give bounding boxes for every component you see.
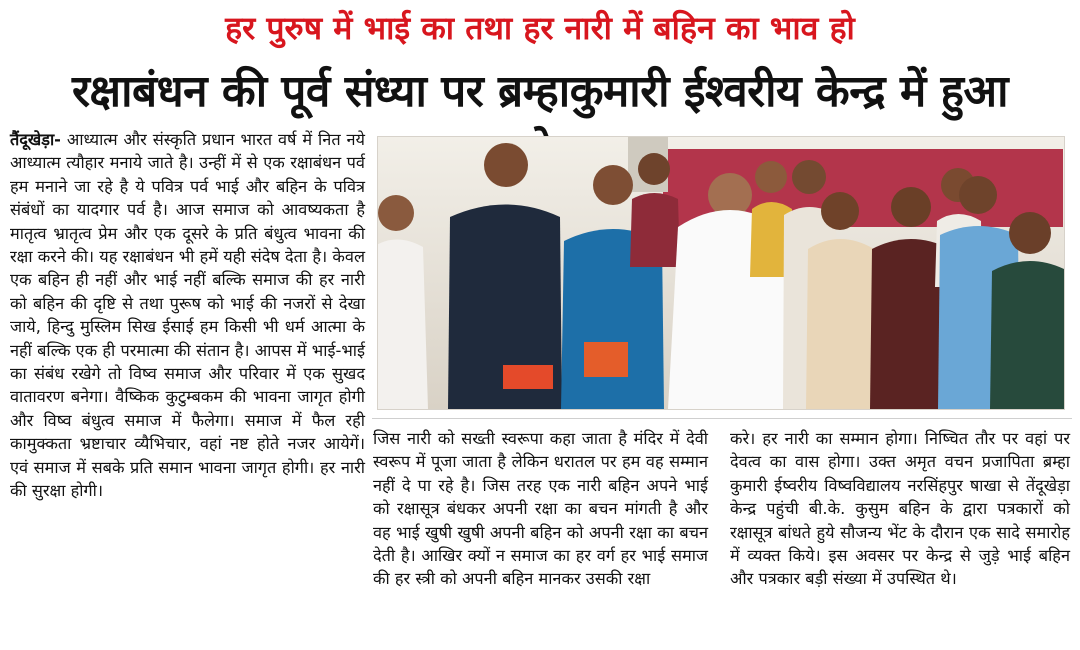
article-column-3: करे। हर नारी का सम्मान होगा। निष्चित तौर पर वहां पर देवत्व का वास होगा। उक्त अमृत वचन प्रजापिता ब्रम्हा कुमारी ईष्वरीय विष्वविद्यालय नरसिंहपुर षाखा से तेंदूखेड़ा केन्द्र पहुंची बी.के. कुसुम बहिन के द्वारा पत्रकारों को रक्षासूत्र बांधते हुये सौजन्य भेंट के दौरान एक सादे समारोह में व्यक्त किये। इस अवसर पर केन्द्र से जुड़े भाई बहिन और पत्रकार बड़ी संख्या में उपस्थित थे। [730,429,1070,589]
event-photo [377,136,1065,410]
dateline: तैंदूखेड़ा- [10,130,61,149]
article-column-2: जिस नारी को सख्ती स्वरूपा कहा जाता है मंदिर में देवी स्वरूप में पूजा जाता है लेकिन धरातल पर हम वह सम्मान नहीं दे पा रहे है। जिस तरह एक नारी बहिन अपने भाई को रक्षासूत्र बंधकर अपनी रक्षा का बचन मांगती है और वह भाई खुषी खुषी अपनी बहिन को अपनी रक्षा का बचन देती है। आखिर क्यों न समाज का हर वर्ग हर भाई समाज की हर स्त्री को अपनी बहिन मानकर उसकी रक्षा [373,429,708,589]
column-1-text: आध्यात्म और संस्कृति प्रधान भारत वर्ष में नित नये आध्यात्म त्यौहार मनाये जाते है। उन्हीं में से एक रक्षाबंधन पर्व हम मनाने जा रहे है ये पवित्र पर्व भाई और बहिन के पवित्र संबंधों का यादगार पर्व है। आज समाज को आवष्यकता है मातृत्व भ्रातृत्व प्रेम और एक दूसरे के प्रति बंधुत्व भावना की रक्षा करने की। यह रक्षाबंधन भी हमें यही संदेष देता है। केवल एक बहिन ही नहीं और भाई नहीं बल्कि समाज की हर नारी को बहिन की दृष्टि से तथा पुरूष को भाई की नजरों से देखा जाये, हिन्दु मुस्लिम सिख ईसाई हम किसी भी धर्म आत्मा के नहीं बल्कि एक ही परमात्मा की संतान है। आपस में भाई-भाई का संबंध रखेगे तो विष्व समाज और परिवार में एक सुखद वातावरण बनेगा। वैष्किक कुटुम्बकम की भावना जागृत होगी और विष्व बंधुत्व समाज में फैलेगा। समाज में फैल रही कामुक्कता भ्रष्टाचार व्यैभिचार, वहां नष्ट होते नजर आयेगें। एवं समाज में सबके प्रति समान भावना जागृत होगी। हर नारी की सुरक्षा होगी। [10,130,365,501]
article-column-1 [10,128,365,503]
column-divider [372,418,1072,419]
article-kicker: हर पुरुष में भाई का तथा हर नारी में बहिन का भाव हो [225,9,855,47]
article-headline: रक्षाबंधन की पूर्व संध्या पर ब्रम्हाकुमारी ईश्वरीय केन्द्र में हुआ [72,66,1008,117]
group-photo-illustration [378,137,1064,409]
